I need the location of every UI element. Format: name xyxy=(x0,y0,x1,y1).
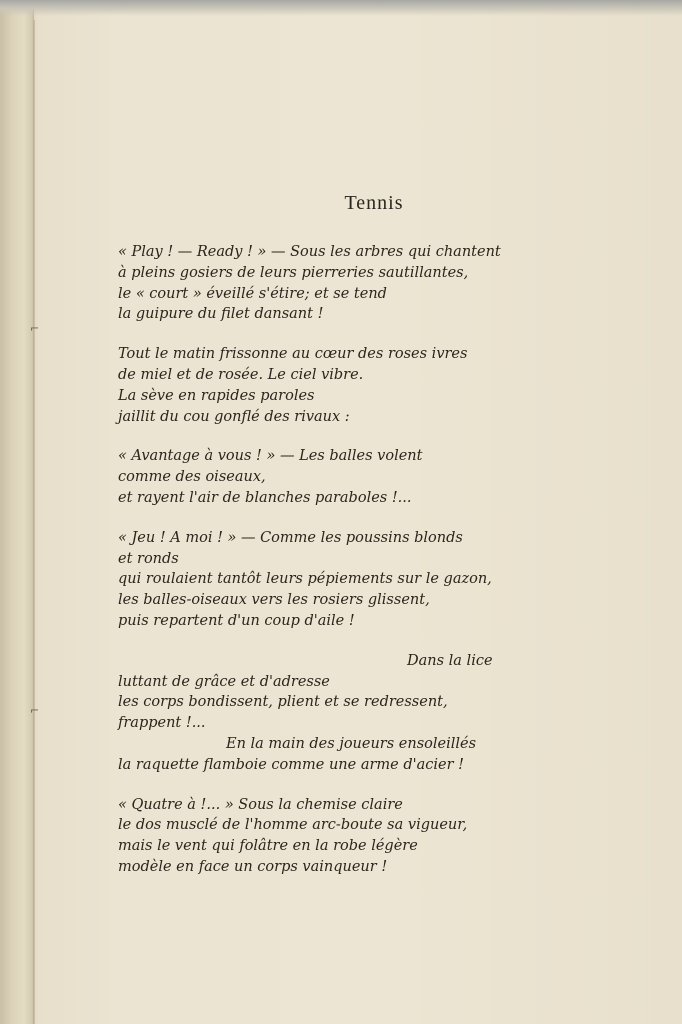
margin-tick-mark: ⌐ xyxy=(30,704,40,717)
poem-line: les corps bondissent, plient et se redressent, xyxy=(118,694,448,711)
poem-line: la guipure du filet dansant ! xyxy=(118,306,324,323)
poem-line: puis repartent d'un coup d'aile ! xyxy=(118,612,355,629)
poem-line: « Quatre à !... » Sous la chemise claire xyxy=(118,796,403,813)
margin-tick-mark: ⌐ xyxy=(30,322,40,335)
poem-line: et ronds xyxy=(118,550,179,567)
stanza-6 xyxy=(118,795,588,878)
stanza-3 xyxy=(118,446,588,508)
poem-line: Tout le matin frissonne au cœur des roses ivres xyxy=(118,346,468,363)
poem-line: modèle en face un corps vainqueur ! xyxy=(118,858,388,875)
stanza-4 xyxy=(118,528,588,632)
poem-line: la raquette flamboie comme une arme d'acier ! xyxy=(118,756,464,773)
poem-line: luttant de grâce et d'adresse xyxy=(118,673,330,690)
poem-line: Dans la lice xyxy=(407,652,493,669)
stanza-5 xyxy=(118,651,588,776)
poem-line: mais le vent qui folâtre en la robe légère xyxy=(118,838,418,855)
poem-line: En la main des joueurs ensoleillés xyxy=(226,735,477,752)
poem-line: « Jeu ! A moi ! » — Comme les poussins blonds xyxy=(118,529,463,546)
stanza-1 xyxy=(118,242,588,325)
poem-line: « Avantage à vous ! » — Les balles volent xyxy=(118,448,423,465)
poem-line: de miel et de rosée. Le ciel vibre. xyxy=(118,366,364,383)
book-spine xyxy=(0,0,34,1024)
poem-line: « Play ! — Ready ! » — Sous les arbres qui chantent xyxy=(118,244,501,260)
poem-title: Tennis xyxy=(344,192,404,214)
poem-line: le « court » éveillé s'étire; et se tend xyxy=(118,285,387,302)
poem-line: qui roulaient tantôt leurs pépiements sur le gazon, xyxy=(118,571,492,588)
poem-line: frappent !... xyxy=(118,715,206,732)
poem-line: les balles-oiseaux vers les rosiers glissent, xyxy=(118,592,430,609)
poem-line: La sève en rapides paroles xyxy=(118,387,315,404)
stanza-2 xyxy=(118,344,588,427)
poem-line: comme des oiseaux, xyxy=(118,469,266,486)
poem-line: et rayent l'air de blanches paraboles !... xyxy=(118,489,412,506)
poem-line: à pleins gosiers de leurs pierreries sautillantes, xyxy=(118,264,469,281)
poem-line: jaillit du cou gonflé des rivaux : xyxy=(118,408,350,425)
page-edge xyxy=(33,20,35,1024)
poem-body xyxy=(118,242,588,897)
book-page xyxy=(36,12,682,1024)
poem-line: le dos musclé de l'homme arc-boute sa vigueur, xyxy=(118,817,468,834)
